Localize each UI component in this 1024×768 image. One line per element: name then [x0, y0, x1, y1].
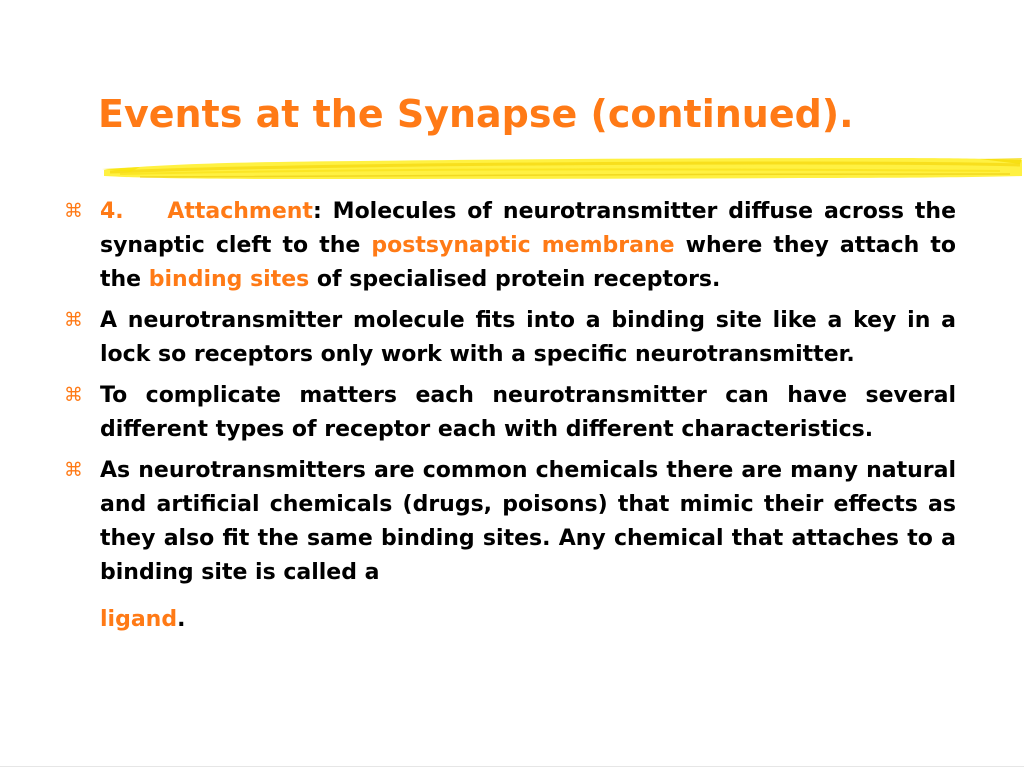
bullet-text-segment: where they attach to the: [100, 233, 957, 292]
bullet-text: [100, 454, 956, 637]
bullet-text-segment: Molecules of neurotransmitter diffuse across the synaptic cleft to the: [100, 199, 956, 258]
command-key-icon: ⌘: [64, 459, 83, 481]
bullet-list: [60, 195, 956, 644]
list-item: [60, 379, 956, 447]
command-key-icon: ⌘: [64, 384, 83, 406]
command-key-icon: ⌘: [64, 200, 83, 222]
highlighter-stroke-decoration: [100, 150, 1024, 186]
list-item: [60, 195, 956, 297]
bullet-text: A neurotransmitter molecule fits into a binding site like a key in a lock so receptors only work with a specific neurotransmitter.: [100, 308, 956, 367]
bullet-text: To complicate matters each neurotransmitter can have several different types of receptor each with different characteristics.: [100, 383, 956, 442]
period: .: [177, 607, 186, 632]
term-binding-sites: binding sites: [148, 267, 310, 292]
list-item: [60, 454, 956, 637]
term-colon: :: [312, 199, 322, 224]
item-number: 4.: [100, 199, 124, 224]
bottom-divider: [0, 766, 1024, 767]
bullet-text-segment: As neurotransmitters are common chemicals there are many natural and artificial chemicals (drugs, poisons) that mimic their effects as they also fit the same binding sites. Any chemical that attaches to a binding site is called a: [100, 458, 956, 585]
command-key-icon: ⌘: [64, 309, 83, 331]
term-postsynaptic-membrane: postsynaptic membrane: [371, 233, 675, 258]
term-ligand: ligand: [100, 607, 178, 632]
last-line: [100, 603, 956, 637]
slide-title: Events at the Synapse (continued).: [98, 92, 854, 136]
term-attachment: Attachment: [167, 199, 313, 224]
bullet-text-segment: of specialised protein receptors.: [309, 267, 721, 292]
bullet-text: [100, 195, 956, 297]
list-item: [60, 304, 956, 372]
